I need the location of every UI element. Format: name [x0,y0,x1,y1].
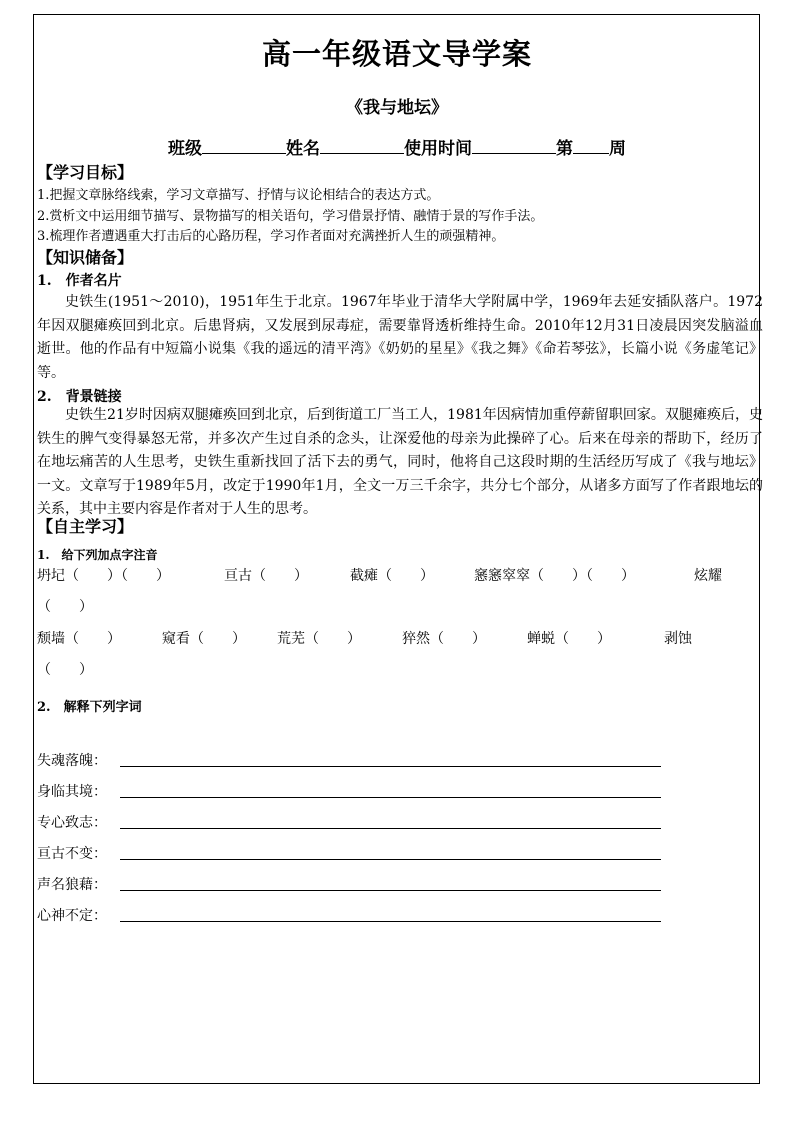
pinyin-item [350,565,434,585]
term-label: 声名狼藉： [37,877,107,893]
pinyin-answer-blank[interactable]: （ ）（ ） [530,568,635,584]
pinyin-item [664,628,692,648]
class-label: 班级 [168,139,202,159]
pinyin-answer-blank[interactable]: （ ） [37,662,93,678]
term-answer-line[interactable] [120,828,661,829]
pinyin-answer-blank[interactable]: （ ） [252,568,308,584]
pinyin-item [162,628,246,648]
student-info-line [0,134,794,159]
term-answer-line[interactable] [120,766,661,767]
pinyin-word: 截瘫 [350,568,378,584]
term-label: 身临其境： [37,784,107,800]
pinyin-item [37,628,121,648]
time-label: 使用时间 [404,139,472,159]
author-card-text: 史铁生(1951～2010)，1951年生于北京。1967年毕业于清华大学附属中学，1969年去延安插队落户。1972年因双腿瘫痪回到北京。后患肾病，又发展到尿毒症，需要靠肾透析维持生命。2010年12月31日凌晨因突发脑溢血逝世。他的作品有中短篇小说集《我的遥远的清平湾》《奶奶的星星》《我之舞》《命若琴弦》，长篇小说《务虚笔记》等。 [37,294,763,381]
term-answer-line[interactable] [120,890,661,891]
pinyin-word: 窸窸窣窣 [474,568,530,584]
name-label: 姓名 [286,139,320,159]
pinyin-answer-blank[interactable]: （ ） [305,631,361,647]
pinyin-item [402,628,486,648]
week-label-post: 周 [609,139,626,159]
term-label: 心神不定： [37,908,107,924]
pinyin-item [474,565,635,585]
pinyin-answer-blank[interactable]: （ ） [190,631,246,647]
pinyin-word: 颓墙 [37,631,65,647]
q2-title: 2. 解释下列字词 [37,700,142,715]
term-answer-line[interactable] [120,921,661,922]
goal-item: 2.赏析文中运用细节描写、景物描写的相关语句，学习借景抒情、融情于景的写作手法。 [37,209,544,224]
background-text: 史铁生21岁时因病双腿瘫痪回到北京，后到街道工厂当工人，1981年因病情加重停薪留职回家。双腿瘫痪后，史铁生的脾气变得暴怒无常，并多次产生过自杀的念头，让深爱他的母亲为此操碎了心。后来在母亲的帮助下，经历了在地坛痛苦的人生思考，史铁生重新找回了活下去的勇气，同时，他将自己这段时期的生活经历写成了《我与地坛》一文。文章写于1989年5月，改定于1990年1月，全文一万三千余字，共分七个部分，从诸多方面写了作者跟地坛的关系，其中主要内容是作者对于人生的思考。 [37,407,763,517]
pinyin-word: 亘古 [224,568,252,584]
background-title: 2. 背景链接 [37,389,122,405]
pinyin-word: 坍圮 [37,568,65,584]
lesson-title: 《我与地坛》 [346,98,448,118]
pinyin-answer-blank[interactable]: （ ） [37,599,93,615]
pinyin-answer-blank[interactable]: （ ） [378,568,434,584]
page-title: 高一年级语文导学案 [261,37,532,71]
pinyin-word: 猝然 [402,631,430,647]
week-field[interactable] [573,136,609,154]
term-label: 专心致志： [37,815,107,831]
goal-item: 1.把握文章脉络线索，学习文章描写、抒情与议论相结合的表达方式。 [37,188,440,203]
pinyin-item [224,565,308,585]
pinyin-item [694,565,722,585]
q1-title: 1. 给下列加点字注音 [37,548,158,562]
pinyin-word: 荒芜 [277,631,305,647]
term-answer-line[interactable] [120,797,661,798]
term-label: 失魂落魄： [37,753,107,769]
class-field[interactable] [202,136,286,154]
pinyin-word: 剥蚀 [664,631,692,647]
goal-item: 3.梳理作者遭遇重大打击后的心路历程，学习作者面对充满挫折人生的顽强精神。 [37,229,505,244]
knowledge-heading: 【知识储备】 [37,248,134,267]
week-label-pre: 第 [556,139,573,159]
pinyin-word: 窥看 [162,631,190,647]
pinyin-word: 蝉蜕 [527,631,555,647]
self-study-heading: 【自主学习】 [37,517,134,536]
term-label: 亘古不变： [37,846,107,862]
pinyin-word: 炫耀 [694,568,722,584]
pinyin-answer-blank[interactable]: （ ）（ ） [65,568,170,584]
pinyin-item [37,565,170,585]
pinyin-item [277,628,361,648]
name-field[interactable] [320,136,404,154]
pinyin-answer-blank[interactable]: （ ） [430,631,486,647]
pinyin-answer-blank[interactable]: （ ） [65,631,121,647]
pinyin-item [527,628,611,648]
goals-heading: 【学习目标】 [37,163,134,182]
pinyin-answer-blank[interactable]: （ ） [555,631,611,647]
author-card-title: 1. 作者名片 [37,273,122,289]
time-field[interactable] [472,136,556,154]
term-answer-line[interactable] [120,859,661,860]
